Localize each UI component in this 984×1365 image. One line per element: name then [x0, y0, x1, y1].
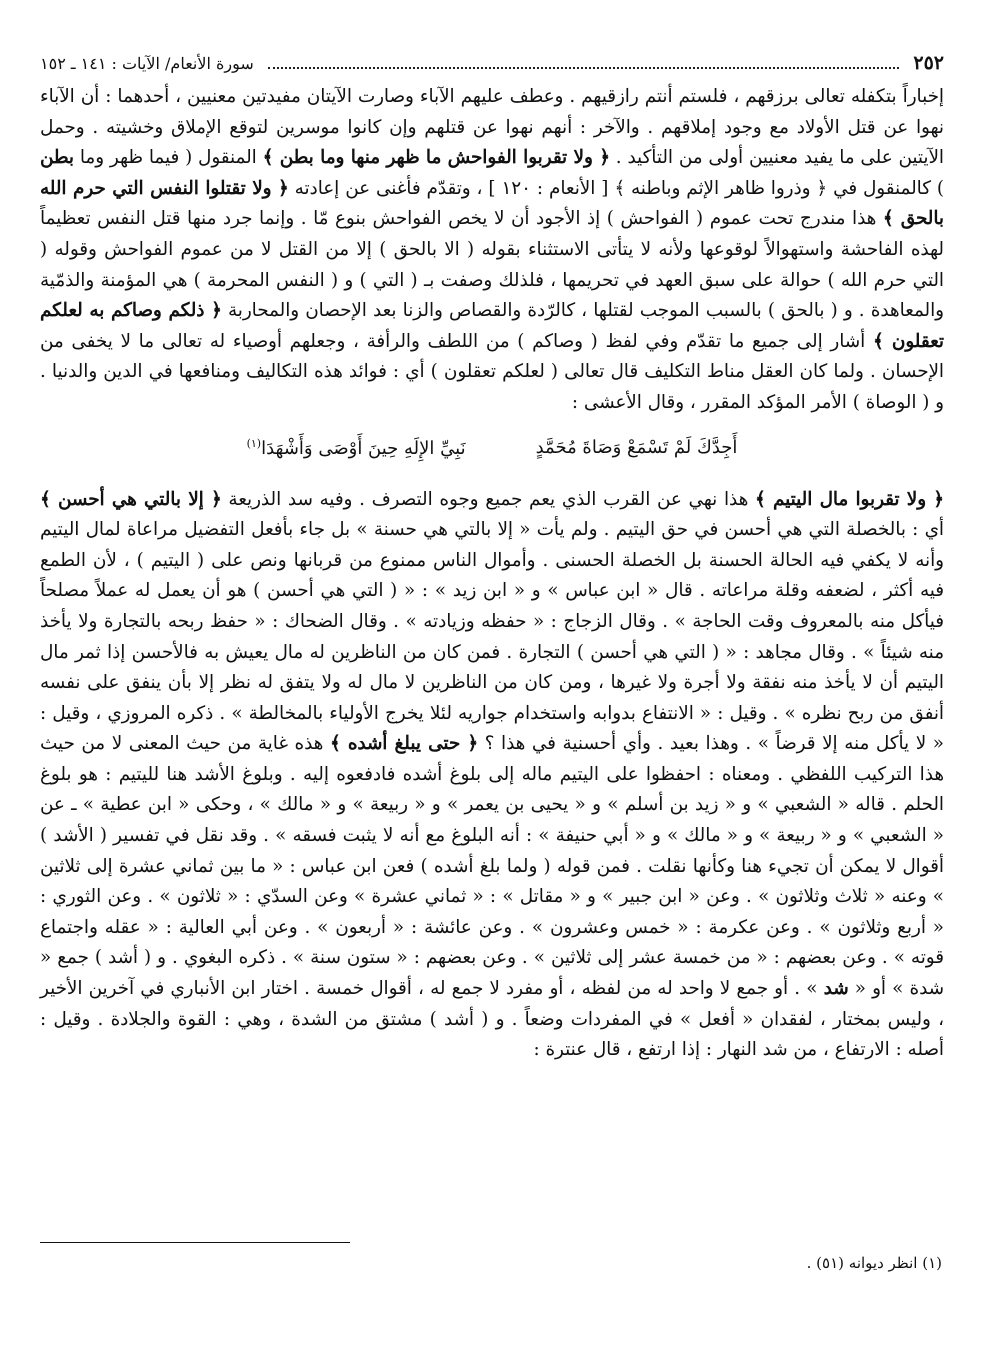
quran-quote: ﴿ ولا تقربوا الفواحش ما ظهر منها وما بطن ﴾ [262, 147, 610, 169]
text-run: المنقول ( فيما ظهر وما [74, 147, 263, 169]
text-run: أشار إلى جميع ما تقدّم وفي لفظ ( وصاكم ) من اللطف والرأفة ، وجعلهم أوصياء له تعالى ما لا يخفى من الإحسان . ولما كان العقل مناط التكليف قال تعالى ( لعلكم تعقلون ) أي : فوائد هذه التكاليف ومنافعها في الدين والدنيا . و ( الوصاة ) الأمر المؤكد المقرر ، وقال الأعشى : [40, 330, 944, 413]
page-number: ٢٥٢ [913, 52, 944, 74]
header-leader-dots [268, 57, 900, 69]
text-run: » . أو جمع لا واحد له من لفظه ، أو مفرد لا جمع له ، أقوال خمسة . اختار ابن الأنباري في آخرين الأخير ، وليس بمختار ، لفقدان « أفعل » في المفردات وضعاً . و ( أشد ) مشتق من الشدة ، وهي : القوة والجلادة . وقيل : أصله : الارتفاع ، من شد النهار : إذا ارتفع ، قال عنترة : [40, 978, 944, 1061]
quran-quote: ﴿ ذلكم وصاكم به لعلكم تعقلون ﴾ [40, 300, 944, 352]
text-run: ) كالمنقول في ﴿ وذروا ظاهر الإثم وباطنه ﴾ [ الأنعام : ١٢٠ ] ، وتقدّم فأغنى عن إعادته [288, 177, 944, 199]
text-run: هذا مندرج تحت عموم ( الفواحش ) إذ الأجود أن لا يخص الفواحش بنوع مّا . وإنما جرد منها قتل النفس تعظيماً لهذه الفاحشة واستهوالاً لوقوعها ولأنه لا يتأتى الاستثناء بقوله ( الا بالحق ) إلا من القتل لا من عموم الفواحش وقوله ( التي حرم الله ) حوالة على سبق العهد في تحريمها ، فلذلك وصفت بـ ( التي ) و ( النفس المحرمة ) هي المؤمنة والذمّية والمعاهدة . و ( بالحق ) بالسبب الموجب لقتلها ، كالرّدة والقصاص والزنا بعد الإحصان والمحاربة [40, 208, 944, 322]
quran-quote: بطن [40, 147, 75, 169]
quran-quote: شد [823, 978, 849, 1000]
text-run: هذا نهي عن القرب الذي يعم جميع وجوه التصرف . وفيه سد الذريعة [221, 488, 755, 510]
footnote-rule [40, 1242, 350, 1243]
poem-hemistich-left: نَبِيِّ الإِلَهِ حِينَ أَوْصَى وَأَشْهَدَا$^{(١)}$ [246, 436, 466, 459]
quran-quote: ﴿ إلا بالتي هي أحسن ﴾ [40, 488, 222, 510]
text-run: أي : بالخصلة التي هي أحسن في حق اليتيم . ولم يأت « إلا بالتي هي حسنة » بل جاء بأفعل التفضيل مراعاة لمال اليتيم وأنه لا يكفي فيه الحالة الحسنة بل الخصلة الحسنى . وأموال الناس ممنوع من قربانها ونص على ( اليتيم ) ، لأن الطمع فيه أكثر ، لضعفه وقلة مراعاته . قال « ابن عباس » و « ابن زيد » : « ( التي هي أحسن ) هو أن يعمل له عملاً مصلحاً فيأكل منه بالمعروف وقت الحاجة » . وقال الزجاج : « حفظه وزيادته » . وقال الضحاك : « حفظ ربحه بالتجارة ولا يأخذ منه شيئاً » . وقال مجاهد : « ( التي هي أحسن ) التجارة . فمن كان من الناظرين له مال يعيش به فالأحسن إذا ثمر مال اليتيم أن لا يأخذ منه نفقة ولا أجرة ولا غيرها ، ومن كان من الناظرين لا مال له ولا يتفق له نظر إلا بأن ينفق على نفسه أنفق من ربح نظره » . وقيل : « الانتفاع بدوابه واستخدام جواريه لئلا يخرج الأولياء بالمخالطة » . ذكره المروزي ، وقيل : « لا يأكل منه إلا قرضاً » . وهذا بعيد . وأي أحسنية في هذا ؟ [40, 519, 944, 755]
poem-verse [40, 437, 944, 459]
section-title: سورة الأنعام/ الآيات : ١٤١ ـ ١٥٢ [40, 54, 254, 73]
quran-quote: ﴿ ولا تقربوا مال اليتيم ﴾ [754, 488, 944, 510]
text-run: هذه غاية من حيث المعنى لا من حيث هذا التركيب اللفظي . ومعناه : احفظوا على اليتيم ماله إلى بلوغ أشده فادفعوه إليه . وبلوغ الأشد هنا لليتيم : هو بلوغ الحلم . قاله « الشعبي » و « زيد بن أسلم » و « يحيى بن يعمر » و « ربيعة » و « مالك » ، وحكى « ابن عطية » ـ عن « الشعبي » و « ربيعة » و « مالك » و « أبي حنيفة » : أنه البلوغ مع أنه لا يثبت فسقه » . وقد نقل في تفسير ( الأشد ) أقوال لا يمكن أن تجيء هنا وكأنها نقلت . فمن قوله ( ولما بلغ أشده ) فعن ابن عباس : « ما بين ثماني عشرة إلى ثلاثين » وعنه « ثلاث وثلاثون » . وعن « ابن جبير » و « مقاتل » : « ثماني عشرة » وعن السدّي : « ثلاثون » . وعن الثوري : « أربع وثلاثون » . وعن عكرمة : « خمس وعشرون » . وعن عائشة : « أربعون » . وعن أبي العالية : « عقله واجتماع قوته » . وعن بعضهم : « من خمسة عشر إلى ثلاثين » . وعن بعضهم : « ستون سنة » . ذكره البغوي . و ( أشد ) جمع « شدة » أو « [40, 733, 944, 1000]
text-run: إخباراً بتكفله تعالى برزقهم ، فلستم أنتم رازقيهم . وعطف عليهم الآباء وصارت الآيتان مفيدتين معنيين ، أحدهما : أن الآباء نهوا عن قتل الأولاد مع وجود إملاقهم . والآخر : أنهم نهوا عن قتلهم وإن كانوا موسرين لتوقع الإملاق وخشيته . وحمل الآيتين على ما يفيد معنيين أولى من التأكيد . [40, 86, 945, 169]
footnote-marker: (١) [246, 436, 262, 450]
quran-quote: ﴿ ولا تقتلوا النفس التي حرم الله بالحق ﴾ [40, 177, 944, 230]
document-page [40, 52, 944, 1066]
footnote: (١) انظر ديوانه (٥١) . [806, 1254, 942, 1272]
poem-hemistich-right: أَجِدَّكَ لَمْ تَسْمَعْ وَصَاةَ مُحَمَّدٍ [535, 436, 738, 458]
body-paragraph-1 [40, 82, 944, 419]
running-header [40, 52, 944, 82]
quran-quote: ﴿ حتى يبلغ أشده ﴾ [329, 733, 479, 755]
body-paragraph-2 [40, 485, 944, 1066]
